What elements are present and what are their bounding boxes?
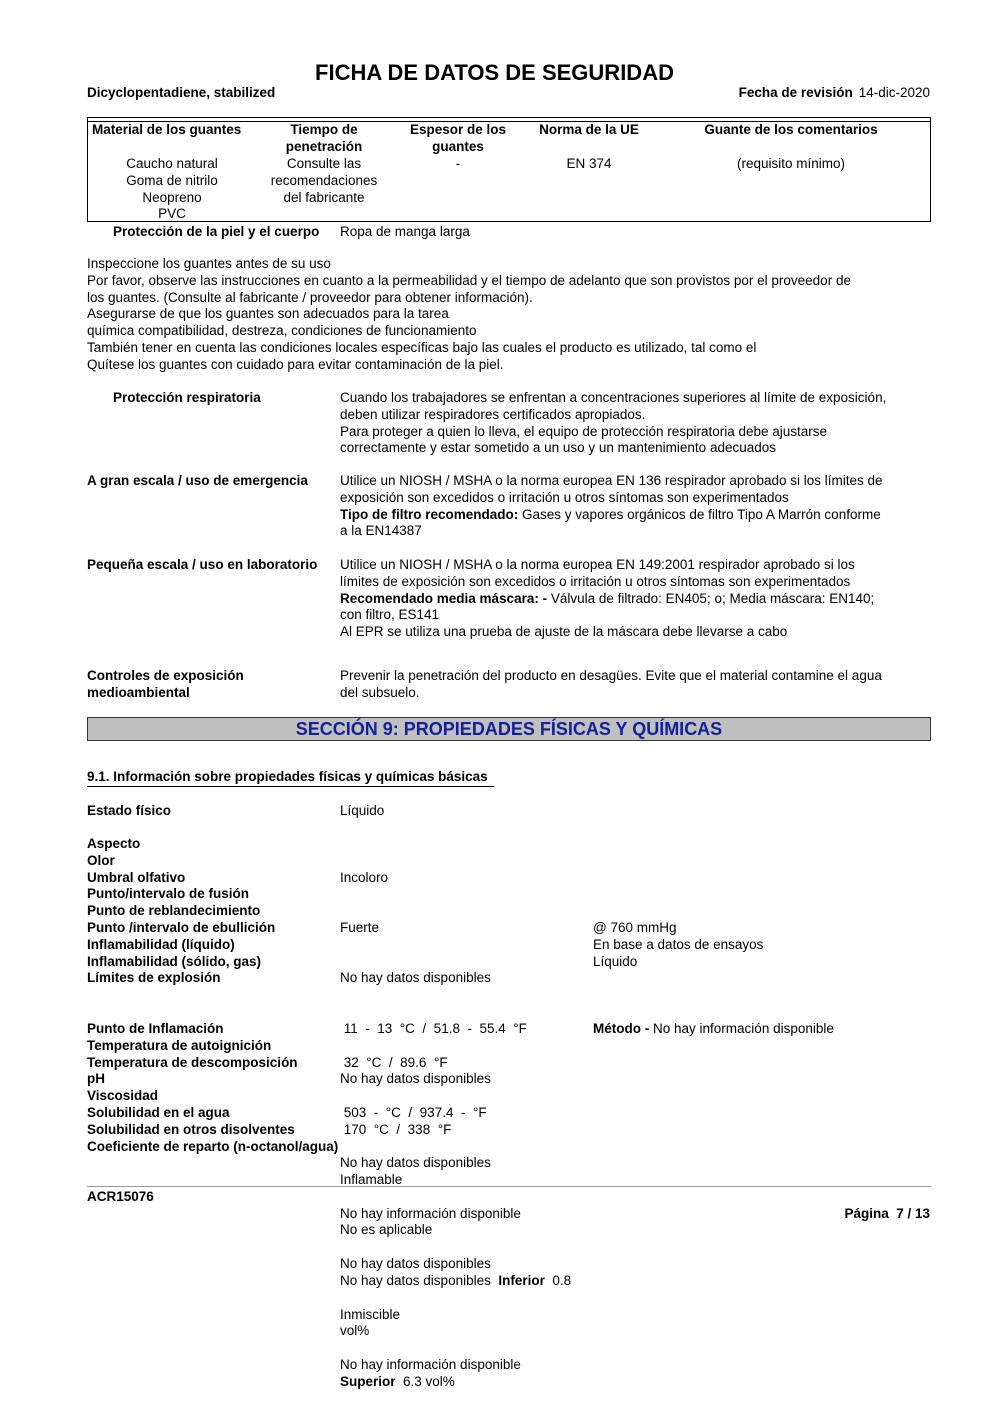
- environment-line: Prevenir la penetración del producto en desagües. Evite que el material contamine el agua: [340, 668, 882, 683]
- page-value: 7 / 13: [896, 1206, 930, 1221]
- revision-label: Fecha de revisión: [738, 85, 853, 100]
- instruction-line: química compatibilidad, destreza, condiciones de funcionamiento: [87, 323, 477, 339]
- small-scale-text: [340, 557, 932, 641]
- explosion-value: No hay datos disponibles: [340, 1272, 491, 1288]
- property-value: No hay datos disponibles: [340, 1071, 491, 1087]
- small-scale-line: Utilice un NIOSH / MSHA o la norma europea EN 149:2001 respirador aprobado si los: [340, 557, 855, 572]
- respiratory-text: [340, 390, 932, 457]
- material-item: Caucho natural: [126, 156, 218, 171]
- header-material: Material de los guantes: [92, 122, 242, 137]
- material-item: PVC: [158, 206, 186, 222]
- property-label: Temperatura de autoignición: [87, 1037, 272, 1053]
- property-label: Aspecto: [87, 836, 141, 851]
- revision-date: [739, 85, 930, 102]
- environment-label: [87, 668, 244, 702]
- footer-code: ACR15076: [87, 1189, 154, 1204]
- property-value: 170 °C / 338 °F: [340, 1121, 452, 1137]
- property-label: Punto de reblandecimiento: [87, 903, 261, 919]
- epr-note: Al EPR se utiliza una prueba de ajuste de la máscara debe llevarse a cabo: [340, 624, 788, 640]
- property-label: Viscosidad: [87, 1088, 159, 1104]
- instruction-line: Quítese los guantes con cuidado para evitar contaminación de la piel.: [87, 356, 504, 372]
- respiratory-line: Para proteger a quien lo lleva, el equipo de protección respiratoria debe ajustarse: [340, 423, 828, 439]
- property-label: Inflamabilidad (líquido): [87, 936, 235, 952]
- property-value: No hay información disponible: [340, 1356, 521, 1372]
- section-9-heading: SECCIÓN 9: PROPIEDADES FÍSICAS Y QUÍMICAS: [87, 717, 931, 741]
- col-material: [90, 122, 256, 156]
- properties-values-2: [340, 1021, 521, 1391]
- explosion-lower-value: 0.8: [552, 1272, 572, 1288]
- explosion-lower-unit: vol%: [340, 1323, 370, 1339]
- footer-divider: [87, 1186, 931, 1187]
- header-thickness: Espesor de los guantes: [409, 122, 507, 154]
- property-label: Olor: [87, 852, 115, 868]
- large-scale-line: exposición son excedidos o irritación u otros síntomas son experimentados: [340, 489, 789, 505]
- product-name: Dicyclopentadiene, stabilized: [87, 85, 276, 100]
- col-comments: [678, 122, 904, 173]
- filter-type-label: Tipo de filtro recomendado:: [340, 506, 519, 522]
- properties-labels: [87, 836, 275, 987]
- skin-protection-value: Ropa de manga larga: [340, 224, 470, 239]
- property-value: Fuerte: [340, 919, 380, 935]
- property-value: Inflamable: [340, 1171, 403, 1187]
- property-value: No hay datos disponibles: [340, 970, 491, 986]
- properties-notes: [593, 920, 763, 970]
- small-scale-line: límites de exposición son excedidos o irritación u otros síntomas son experimentados: [340, 573, 851, 589]
- col-thickness: [398, 122, 518, 173]
- property-label: Temperatura de descomposición: [87, 1054, 298, 1070]
- small-scale-label: Pequeña escala / uso en laboratorio: [87, 557, 318, 572]
- respiratory-label: Protección respiratoria: [113, 390, 261, 405]
- penetration-line: Consulte las: [286, 156, 362, 171]
- environment-text: [340, 668, 932, 702]
- document-title: FICHA DE DATOS DE SEGURIDAD: [315, 60, 674, 85]
- explosion-lower-label: Inferior: [498, 1272, 545, 1288]
- penetration-line: recomendaciones: [270, 172, 378, 188]
- filter-type-cont: a la EN14387: [340, 523, 422, 539]
- property-label: Umbral olfativo: [87, 869, 186, 885]
- col-penetration: [260, 122, 388, 206]
- header-penetration: Tiempo de penetración: [285, 122, 363, 154]
- property-value: No es aplicable: [340, 1222, 433, 1238]
- property-value: Incoloro: [340, 869, 389, 885]
- property-label: Solubilidad en el agua: [87, 1104, 230, 1120]
- property-note: En base a datos de ensayos: [593, 936, 764, 952]
- footer-page: [844, 1206, 930, 1223]
- property-label: Solubilidad en otros disolventes: [87, 1121, 295, 1137]
- property-label: Punto /intervalo de ebullición: [87, 919, 276, 935]
- instruction-line: Asegurarse de que los guantes son adecuados para la tarea: [87, 306, 449, 322]
- property-label: Punto/intervalo de fusión: [87, 886, 250, 902]
- property-label: Punto de Inflamación: [87, 1021, 224, 1036]
- physical-state-label: Estado físico: [87, 803, 172, 818]
- property-value: No hay datos disponibles: [340, 1256, 491, 1272]
- thickness-value: -: [455, 156, 461, 171]
- glove-instructions: [87, 256, 932, 374]
- explosion-upper-label: Superior: [340, 1373, 396, 1389]
- property-label: Coeficiente de reparto (n-octanol/agua): [87, 1138, 339, 1154]
- explosion-upper-value: 6.3 vol%: [403, 1373, 455, 1389]
- property-label: pH: [87, 1071, 105, 1087]
- flash-point-method: [593, 1021, 834, 1038]
- respiratory-line: correctamente y estar sometido a un uso y un mantenimiento adecuados: [340, 440, 776, 456]
- property-value: No hay información disponible: [340, 1205, 521, 1221]
- mask-type: [340, 591, 932, 608]
- property-value: 32 °C / 89.6 °F: [340, 1054, 448, 1070]
- col-eu-norm: [528, 122, 650, 173]
- method-label: Método -: [593, 1021, 650, 1036]
- property-value: No hay datos disponibles: [340, 1155, 491, 1171]
- comments-value: (requisito mínimo): [736, 156, 846, 171]
- property-value: Inmiscible: [340, 1306, 401, 1322]
- mask-type-value: Válvula de filtrado: EN405; o; Media máscara: EN140;: [550, 590, 875, 606]
- instruction-line: Inspeccione los guantes antes de su uso: [87, 256, 331, 271]
- material-item: Goma de nitrilo: [126, 172, 218, 188]
- environment-line: del subsuelo.: [340, 684, 420, 700]
- respiratory-line: Cuando los trabajadores se enfrentan a concentraciones superiores al límite de exposición,: [340, 390, 887, 405]
- mask-type-label: Recomendado media máscara: -: [340, 590, 548, 606]
- property-note: @ 760 mmHg: [593, 920, 677, 935]
- penetration-line: del fabricante: [283, 189, 365, 205]
- section-9-subheading: 9.1. Información sobre propiedades físicas y químicas básicas: [87, 769, 494, 787]
- skin-protection-label: Protección de la piel y el cuerpo: [113, 224, 320, 239]
- environment-label-line: Controles de exposición: [87, 668, 244, 683]
- eu-norm-value: EN 374: [566, 156, 612, 171]
- large-scale-text: [340, 473, 932, 540]
- property-label: Límites de explosión: [87, 970, 221, 986]
- page-label: Página: [844, 1206, 889, 1221]
- property-note: Líquido: [593, 953, 638, 969]
- properties-labels-2: [87, 1021, 338, 1155]
- filter-type-value: Gases y vapores orgánicos de filtro Tipo A Marrón conforme: [522, 506, 881, 522]
- material-item: Neopreno: [142, 189, 202, 205]
- large-scale-line: Utilice un NIOSH / MSHA o la norma europea EN 136 respirador aprobado si los límites de: [340, 473, 883, 488]
- physical-state-value: Líquido: [340, 803, 385, 818]
- method-value: No hay información disponible: [653, 1021, 834, 1036]
- filter-type: [340, 507, 932, 524]
- environment-label-line: medioambiental: [87, 684, 190, 700]
- property-label: Inflamabilidad (sólido, gas): [87, 953, 262, 969]
- header-eu-norm: Norma de la UE: [539, 122, 639, 137]
- large-scale-label: A gran escala / uso de emergencia: [87, 473, 308, 488]
- property-value: 503 - °C / 937.4 - °F: [340, 1104, 487, 1120]
- instruction-line: También tener en cuenta las condiciones locales específicas bajo las cuales el producto es utilizado, tal como el: [87, 339, 757, 355]
- gloves-table: [87, 117, 931, 222]
- mask-type-cont: con filtro, ES141: [340, 607, 440, 623]
- respiratory-line: deben utilizar respiradores certificados apropiados.: [340, 406, 646, 422]
- col-material-values: [88, 156, 256, 223]
- instruction-line: los guantes. (Consulte al fabricante / proveedor para obtener información).: [87, 289, 533, 305]
- property-value: 11 - 13 °C / 51.8 - 55.4 °F: [340, 1020, 527, 1036]
- header-comments: Guante de los comentarios: [704, 122, 878, 137]
- instruction-line: Por favor, observe las instrucciones en cuanto a la permeabilidad y el tiempo de adelanto que son provistos por el proveedor de: [87, 272, 851, 288]
- revision-value: 14-dic-2020: [858, 85, 930, 100]
